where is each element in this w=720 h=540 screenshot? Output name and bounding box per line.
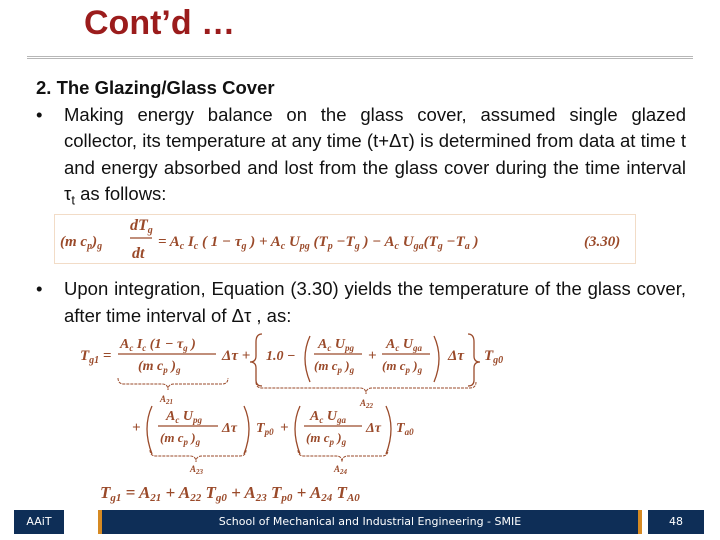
eq330-den: dt	[132, 245, 145, 262]
equation-3-30-svg	[0, 208, 720, 278]
underbrace-a22	[256, 382, 476, 394]
bullet-1-end: as follows:	[74, 183, 167, 204]
footer-accent-right	[638, 510, 642, 534]
label-a23: $A_{23}$	[190, 464, 204, 476]
slide-body	[36, 75, 686, 214]
underbrace-a21	[118, 378, 228, 390]
line1-tg0: $T_{g0}$	[484, 348, 504, 366]
line2-ta0: $T_{a0}$	[396, 421, 414, 437]
slide-title: Cont’d …	[84, 4, 236, 42]
line2-t2-den: (m $c_p$ )$_g$	[306, 430, 347, 447]
line2-t1-den: (m $c_p$ )$_g$	[160, 430, 201, 447]
footer-school	[98, 510, 642, 534]
underbrace-a23	[150, 450, 246, 462]
line1-t3-num: $A_c$ $U_{ga}$	[386, 337, 422, 353]
line2-t2-num: $A_c$ $U_{ga}$	[310, 409, 346, 425]
bullet-1-text: Making energy balance on the glass cover, assumed single glazed collector, its temperature at any time (t+Δτ) is determined from data at time t and energy absorbed and lost from the glass cover during the time interval τ	[64, 103, 686, 204]
integrated-equation	[0, 326, 720, 506]
line1-brace-left	[250, 334, 262, 386]
bullet-2-text: Upon integration, Equation (3.30) yields the temperature of the glass cover, after time interval of Δτ , as:	[64, 278, 686, 326]
line2-t1-num: $A_c$ $U_{pg}$	[166, 409, 202, 425]
line1-paren-close	[434, 336, 439, 382]
line2-dtau1: Δτ	[222, 421, 237, 436]
bullet-2	[36, 276, 686, 329]
line2-paren2-open	[295, 406, 300, 454]
eq330-number: (3.30)	[584, 234, 621, 250]
page-number: 48	[648, 510, 704, 534]
eq330-lhs: (m $c_p)_g$	[60, 234, 103, 252]
line1-plus: +	[368, 348, 377, 364]
line1-term1-den: (m $c_p$ )$_g$	[138, 359, 181, 375]
footer-institution: AAiT	[14, 510, 64, 534]
label-a24: $A_{24}$	[334, 464, 348, 476]
final-equation: Tg1 = A21 + A22 Tg0 + A23 Tp0 + A24 TA0	[100, 483, 360, 504]
line2-plus2: +	[280, 420, 289, 436]
eq330-lhs-sub: p	[87, 241, 93, 252]
slide-body-2	[36, 276, 686, 329]
eq330-rhs: = $A_c$ $I_c$ ( $1 - \tau_g$ ) + $A_c$ $U_{pg}$ ($T_p -T_g$ ) − $A_c$ $U_{ga}(T_g -T_a$ )	[158, 234, 479, 252]
footer-school-text: School of Mechanical and Industrial Engineering - SMIE	[218, 515, 522, 528]
line1-one: 1.0 −	[266, 349, 296, 364]
line2-dtau2: Δτ	[366, 421, 381, 436]
line2-paren2-close	[386, 406, 391, 454]
line2-plus1: +	[132, 420, 141, 436]
line1-term1-num: $A_c$ $I_c$ ($1 - \tau_g$ )	[120, 337, 196, 353]
line2-tp0: $T_{p0}$	[256, 421, 274, 437]
line1-paren-open	[305, 336, 310, 382]
line1-t3-den: (m $c_p$ )$_g$	[382, 358, 423, 375]
bullet-1	[36, 102, 686, 215]
line1-t2-den: (m $c_p$ )$_g$	[314, 358, 355, 375]
label-a22: $A_{22}$	[360, 398, 374, 410]
label-a21: $A_{21}$	[160, 394, 174, 406]
section-heading: 2. The Glazing/Glass Cover	[36, 77, 275, 98]
bullet-1-sub: t	[71, 192, 75, 208]
tg1-lhs: $T_{g1}$ =	[80, 348, 112, 366]
underbrace-a24	[298, 450, 388, 462]
line1-dtau2: Δτ	[448, 348, 465, 364]
title-rule	[27, 56, 693, 59]
footer	[0, 510, 720, 534]
line1-t2-num: $A_c$ $U_{pg}$	[318, 337, 354, 353]
bullet-marker-2: •	[36, 278, 43, 299]
eq330-num: dTg	[130, 217, 153, 236]
line2-paren1-close	[244, 406, 249, 454]
line1-dtau: Δτ +	[222, 348, 251, 364]
bullet-marker: •	[36, 103, 43, 125]
line1-brace-right	[468, 334, 480, 386]
footer-accent-left	[98, 510, 102, 534]
line2-paren1-open	[147, 406, 152, 454]
